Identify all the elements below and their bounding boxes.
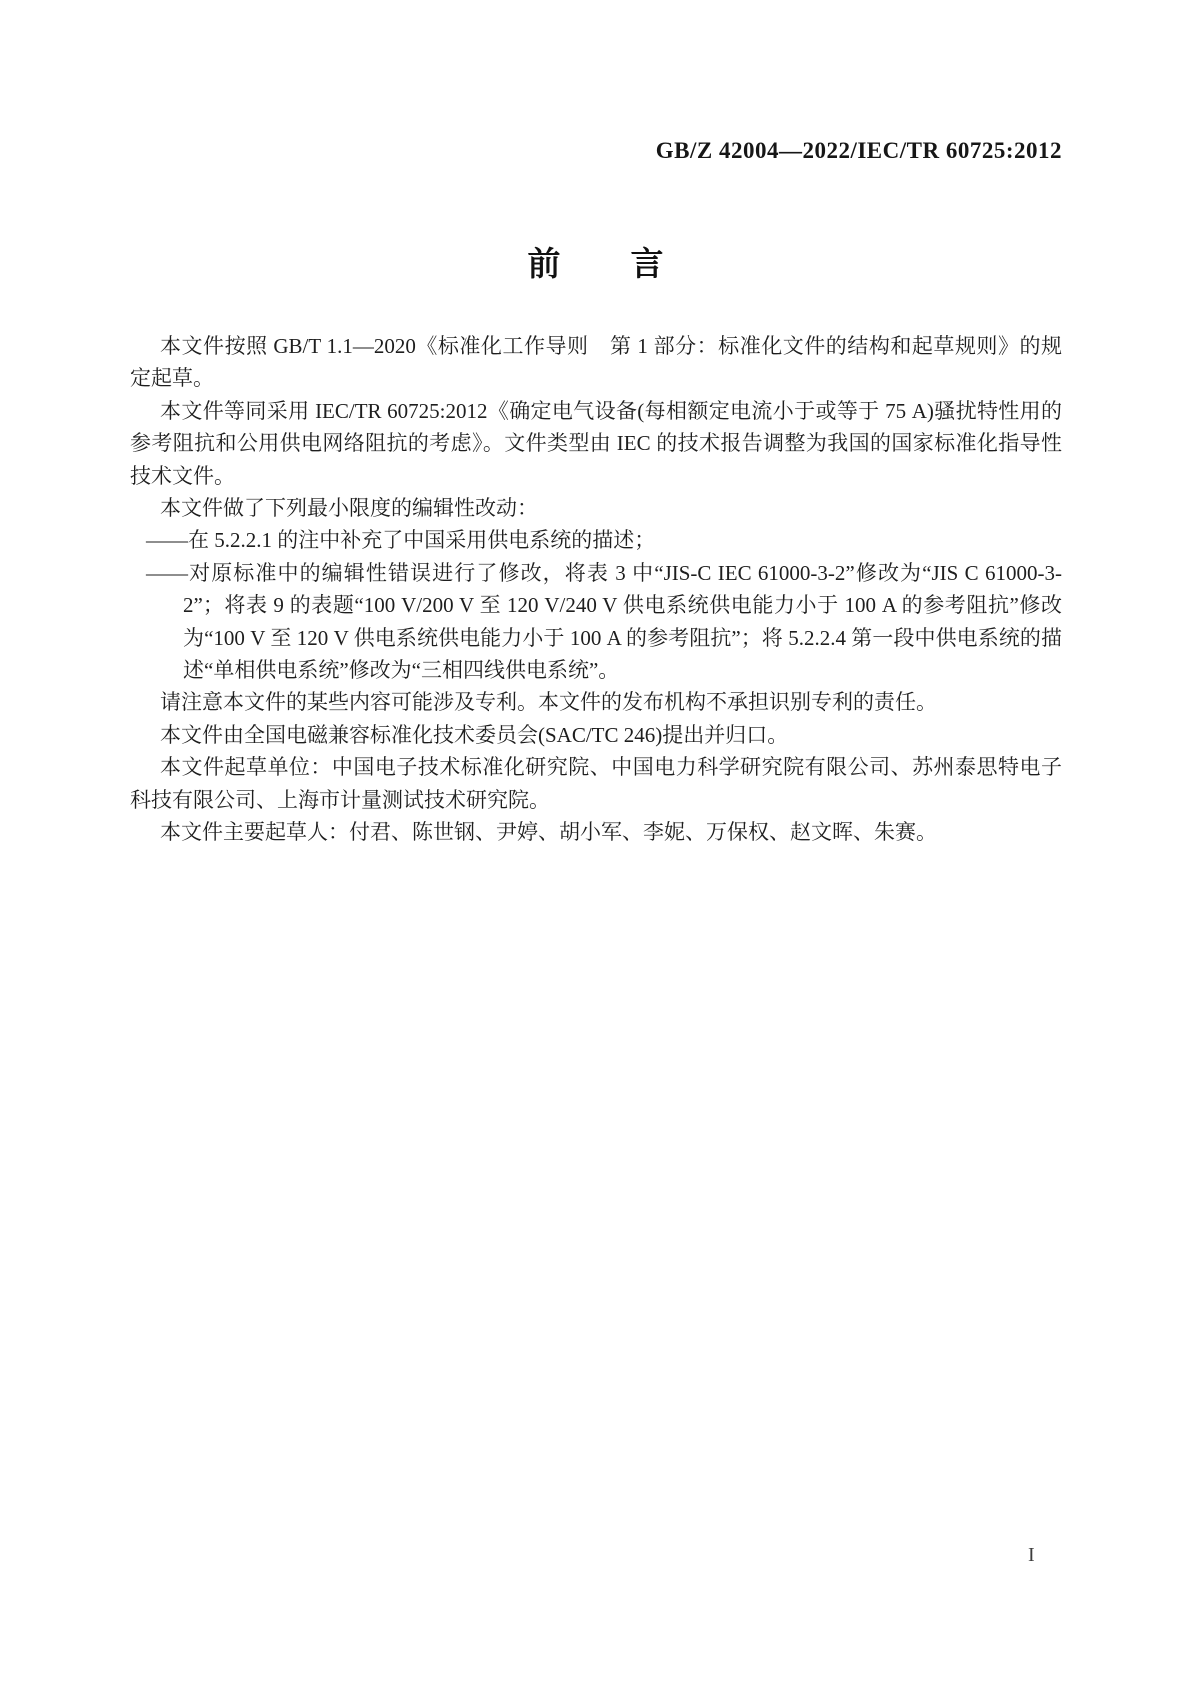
foreword-paragraph: 请注意本文件的某些内容可能涉及专利。本文件的发布机构不承担识别专利的责任。 <box>160 690 937 715</box>
title-char-right: 言 <box>630 245 664 282</box>
foreword-paragraph: 本文件主要起草人：付君、陈世钢、尹婷、胡小军、李妮、万保权、赵文晖、朱赛。 <box>160 820 937 845</box>
standard-number-header: GB/Z 42004—2022/IEC/TR 60725:2012 <box>655 138 1062 163</box>
title-char-left: 前 <box>527 245 561 282</box>
editorial-change-item: ——对原标准中的编辑性错误进行了修改，将表 3 中“JIS-C IEC 61000-3-2”修改为“JIS C 61000-3-2”；将表 9 的表题“100 V/200 V 至 120 V/240 V 供电系统供电能力小于 100 A 的参考阻抗”修改为“100 V 至 120 V 供电系统供电能力小于 100 A 的参考阻抗”；将 5.2.2.4 第一段中供电系统的描述“单相供电系统”修改为“三相四线供电系统”。 <box>146 560 1062 683</box>
editorial-change-item: ——在 5.2.2.1 的注中补充了中国采用供电系统的描述； <box>146 528 656 553</box>
page-number: I <box>1028 1544 1035 1566</box>
foreword-paragraph: 本文件按照 GB/T 1.1—2020《标准化工作导则 第 1 部分：标准化文件的结构和起草规则》的规定起草。 <box>130 334 1062 391</box>
foreword-body <box>130 330 1062 849</box>
page-title <box>0 238 1191 285</box>
foreword-paragraph: 本文件起草单位：中国电子技术标准化研究院、中国电力科学研究院有限公司、苏州泰思特电子科技有限公司、上海市计量测试技术研究院。 <box>130 755 1062 812</box>
foreword-paragraph: 本文件等同采用 IEC/TR 60725:2012《确定电气设备(每相额定电流小于或等于 75 A)骚扰特性用的参考阻抗和公用供电网络阻抗的考虑》。文件类型由 IEC 的技术报告调整为我国的国家标准化指导性技术文件。 <box>130 398 1062 488</box>
foreword-paragraph: 本文件由全国电磁兼容标准化技术委员会(SAC/TC 246)提出并归口。 <box>160 722 789 747</box>
foreword-paragraph: 本文件做了下列最小限度的编辑性改动： <box>160 496 538 521</box>
